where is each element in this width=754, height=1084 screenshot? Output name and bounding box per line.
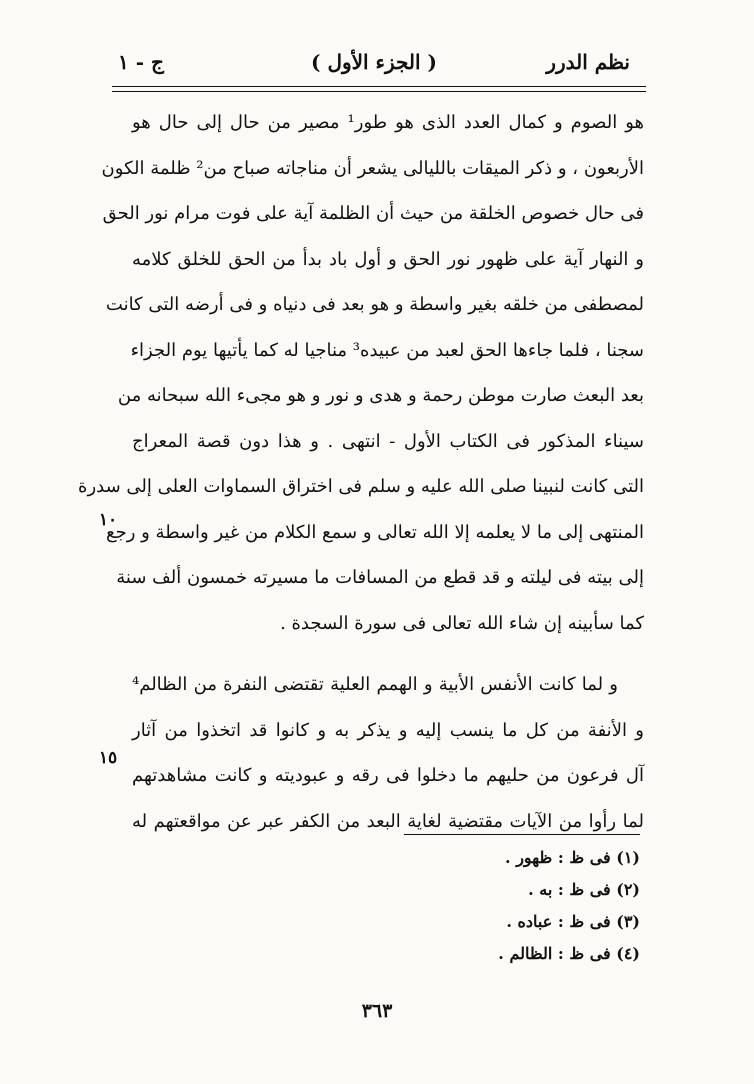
footnote-item: (٢) فى ظ : به . xyxy=(528,880,640,899)
text-line: المنتهى إلى ما لا يعلمه إلا الله تعالى و سمع الكلام من غير واسطة و رجع xyxy=(106,521,644,543)
text-line: بعد البعث صارت موطن رحمة و هدى و نور و هو مجىء الله سبحانه من xyxy=(117,385,644,406)
footnote-rule xyxy=(404,834,640,835)
margin-line-number-15: ١٥ xyxy=(98,748,118,768)
running-header xyxy=(118,50,630,86)
text-line: لما رأوا من الآيات مقتضية لغاية البعد من الكفر عبر عن مواقعتهم له xyxy=(132,810,644,832)
page-number: ٣٦٣ xyxy=(361,1000,393,1022)
footnote-item: (٣) فى ظ : عباده . xyxy=(506,912,640,931)
header-double-rule xyxy=(112,86,646,92)
footnote-item: (١) فى ظ : ظهور . xyxy=(505,848,640,867)
paragraph-gap xyxy=(132,646,644,662)
text-line: إلى بيته فى ليلته و قد قطع من المسافات ما مسيرته خمسون ألف سنة xyxy=(116,567,644,588)
text-line: الأربعون ، و ذكر الميقات بالليالى يشعر أن مناجاته صباح من² ظلمة الكون xyxy=(101,157,644,179)
text-line: سيناء المذكور فى الكتاب الأول - انتهى . و هذا دون قصة المعراج xyxy=(132,430,644,452)
margin-line-number-10: ١٠ xyxy=(98,510,118,530)
text-line: و النهار آية على ظهور نور الحق و أول باد بدأ من الحق للخلق كلامه xyxy=(132,248,644,270)
header-book-title: نظم الدرر xyxy=(546,50,630,74)
text-line: كما سأبينه إن شاء الله تعالى فى سورة السجدة . xyxy=(280,612,644,634)
header-part-title: ( الجزء الأول ) xyxy=(311,50,437,74)
text-line: فى حال خصوص الخلقة من حيث أن الظلمة آية على فوت مرام نور الحق xyxy=(102,203,644,224)
footnotes xyxy=(340,842,640,970)
footnote-item: (٤) فى ظ : الظالم . xyxy=(498,944,640,963)
text-line: آل فرعون من حليهم ما دخلوا فى رقه و عبوديته و كانت مشاهدتهم xyxy=(132,765,644,786)
text-line: هو الصوم و كمال العدد الذى هو طور¹ مصير من حال إلى حال هو xyxy=(132,112,644,133)
text-line: سجنا ، فلما جاءها الحق لعبد من عبيده³ مناجيا له كما يأتيها يوم الجزاء xyxy=(130,339,644,361)
text-line: و لما كانت الأنفس الأبية و الهمم العلية تقتضى النفرة من الظالم⁴ xyxy=(132,674,618,695)
text-line: التى كانت لنبينا صلى الله عليه و سلم فى اختراق السماوات العلى إلى سدرة xyxy=(78,476,644,497)
header-volume: ج - ١ xyxy=(118,50,164,74)
text-line: لمصطفى من خلقه بغير واسطة و هو بعد فى دنياه و فى أرضه التى كانت xyxy=(105,294,644,315)
text-line: و الأنفة من كل ما ينسب إليه و يذكر به و كانوا قد اتخذوا من آثار xyxy=(132,719,644,741)
